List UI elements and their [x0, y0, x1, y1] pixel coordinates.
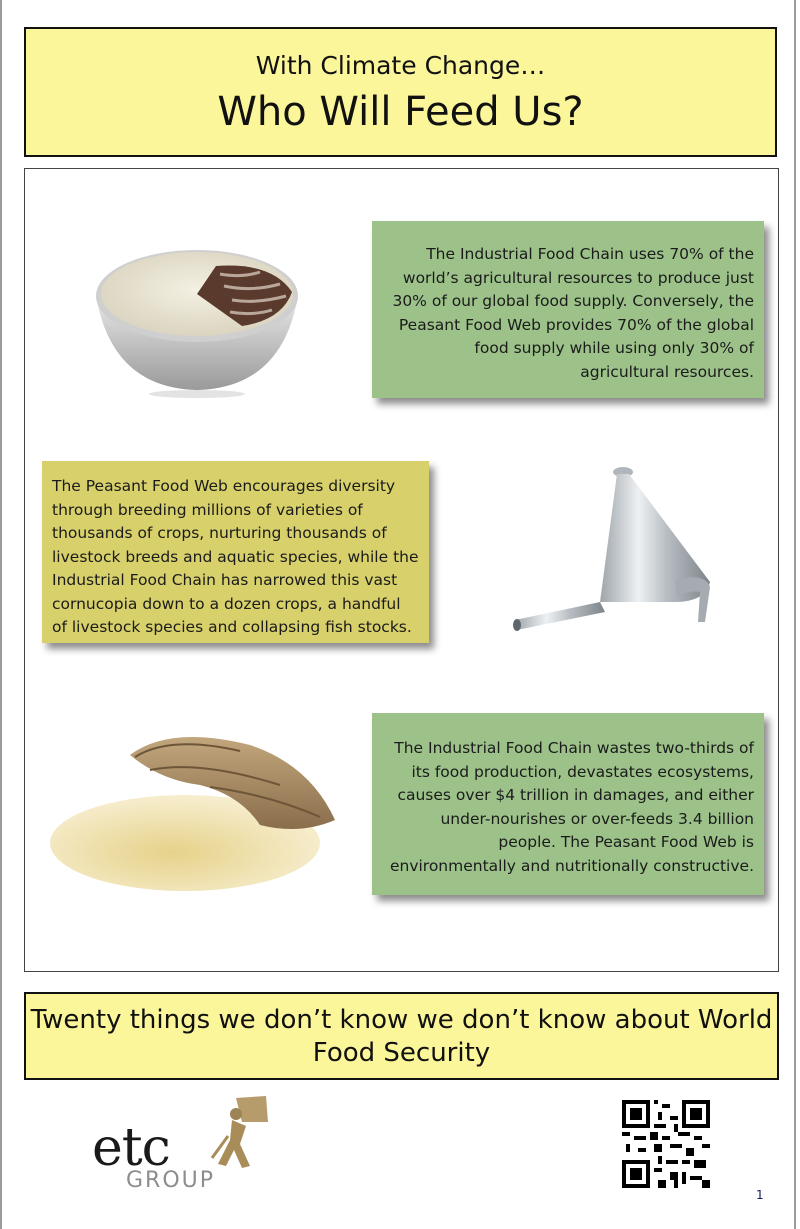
info-box-line: environmentally and nutritionally constructive. — [389, 856, 754, 875]
info-box-line: causes over $4 trillion in damages, and either — [397, 786, 754, 804]
info-box-line: Peasant Food Web provides 70% of the global — [398, 315, 754, 334]
page-number: 1 — [756, 1188, 764, 1202]
info-box-line: its food production, devastates ecosystems, — [411, 762, 754, 781]
rice-bowl-image — [92, 238, 302, 398]
info-box-waste — [372, 713, 764, 895]
info-box-line: The Industrial Food Chain wastes two-thirds of — [394, 739, 754, 757]
info-box-line: of livestock species and collapsing fish stocks. — [52, 618, 412, 636]
info-box-line: The Industrial Food Chain uses 70% of the — [426, 245, 754, 263]
header-banner — [24, 27, 777, 157]
logo-subtext: GROUP — [126, 1168, 216, 1193]
info-box-resources — [372, 221, 764, 398]
info-box-line: people. The Peasant Food Web is — [498, 833, 754, 851]
header-title: Who Will Feed Us? — [217, 89, 584, 135]
info-box-line: 30% of our global food supply. Conversely, the — [392, 292, 754, 310]
logo-text: etc — [92, 1118, 170, 1178]
info-box-line: agricultural resources. — [580, 362, 754, 381]
footer-line: Twenty things we don’t know we don’t know about World — [30, 1005, 773, 1035]
grain-sack-image — [50, 725, 340, 895]
info-box-line: Industrial Food Chain has narrowed this vast — [52, 571, 398, 589]
info-box-line: livestock breeds and aquatic species, while the — [52, 547, 419, 566]
info-box-line: thousands of crops, nurturing thousands of — [52, 524, 387, 542]
info-box-line: under-nourishes or over-feeds 3.4 billion — [440, 809, 754, 828]
qr-code — [622, 1100, 710, 1188]
info-box-line: world’s agricultural resources to produce just — [402, 268, 754, 287]
footer-line: Food Security — [312, 1038, 491, 1068]
info-box-line: The Peasant Food Web encourages diversity — [52, 477, 396, 495]
etc-group-logo — [88, 1092, 268, 1197]
info-box-diversity — [42, 461, 429, 643]
info-box-line: food supply while using only 30% of — [474, 339, 754, 357]
info-box-line: through breeding millions of varieties of — [52, 500, 363, 519]
logo-figure-icon — [206, 1092, 276, 1172]
footer-banner — [24, 992, 779, 1080]
header-subtitle: With Climate Change… — [255, 51, 546, 80]
funnel-image — [505, 462, 720, 642]
info-box-line: cornucopia down to a dozen crops, a handful — [52, 594, 401, 613]
